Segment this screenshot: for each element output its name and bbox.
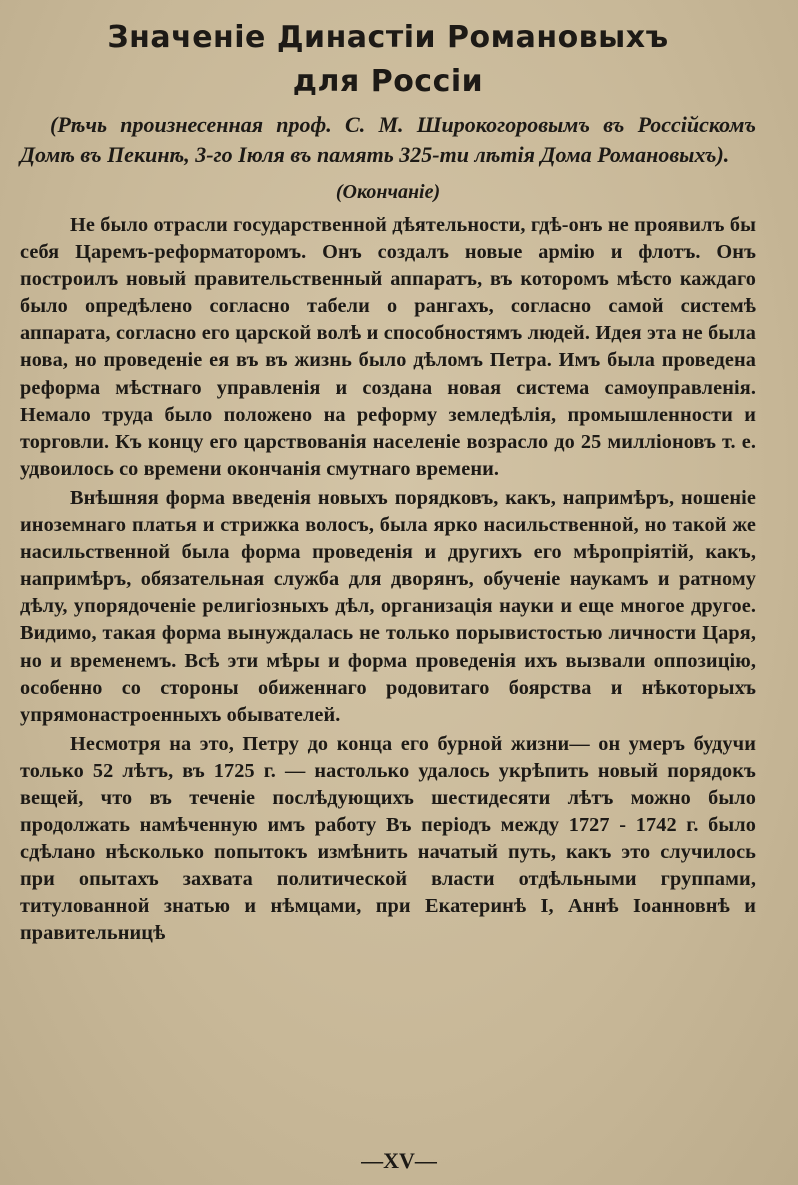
continuation-note: (Окончаніе): [335, 181, 441, 203]
article-title: [20, 16, 756, 104]
paragraph-2: Внѣшняя форма введенія новыхъ порядковъ, какъ, напримѣръ, ношеніе иноземнаго платья и стрижка волосъ, была ярко насильственной, но такой же насильственной была форма проведенія и другихъ его мѣропріятій, какъ, напримѣръ, обязательная служба для дворянъ, обученіе наукамъ и ратному дѣлу, упорядоченіе религіозныхъ дѣл, организація науки и еще многое другое. Видимо, такая форма вынуждалась не только порывистостью личности Царя, но и временемъ. Всѣ эти мѣры и форма проведенія ихъ вызвали оппозицію, особенно со стороны обиженнаго родовитаго боярства и нѣкоторыхъ упрямонастроенныхъ обывателей.: [20, 486, 756, 726]
title-line-1: Значеніе Династіи Романовыхъ: [107, 20, 669, 55]
paragraph-3: Несмотря на это, Петру до конца его бурной жизни— он умеръ будучи только 52 лѣтъ, въ 1725 г. — настолько удалось укрѣпить новый порядокъ вещей, что въ теченіе послѣдующихъ шестидесяти лѣтъ можно было продолжать намѣченную имъ работу Въ періодъ между 1727 - 1742 г. было сдѣлано нѣсколько попытокъ измѣнить начатый путь, какъ это случилось при опытахъ захвата политической власти отдѣльными группами, титулованной знатью и нѣмцами, при Екатеринѣ I, Аннѣ Іоанновнѣ и правительницѣ: [20, 732, 756, 945]
article-subtitle: (Рѣчь произнесенная проф. С. М. Широкогоровымъ въ Россійскомъ Домѣ въ Пекинѣ, 3-го Іюля въ память 325-ти лѣтія Дома Романовыхъ).: [20, 112, 756, 167]
title-line-2: для Россіи: [292, 64, 484, 99]
page-number: —XV—: [361, 1148, 437, 1173]
paragraph-1: Не было отрасли государственной дѣятельности, гдѣ-онъ не проявилъ бы себя Царемъ-реформаторомъ. Онъ создалъ новые армію и флотъ. Онъ построилъ новый правительственный аппаратъ, въ которомъ мѣсто каждаго было опредѣлено согласно табели о рангахъ, согласно самой системѣ аппарата, согласно его царской волѣ и способностямъ людей. Идея эта не была нова, но проведеніе ея въ въ жизнь было дѣломъ Петра. Имъ была проведена реформа мѣстнаго управленія и создана новая система самоуправленія. Немало труда было положено на реформу земледѣлія, промышленности и торговли. Къ концу его царствованія населеніе возрасло до 25 милліоновъ т. е. удвоилось со времени окончанія смутнаго времени.: [20, 214, 756, 480]
